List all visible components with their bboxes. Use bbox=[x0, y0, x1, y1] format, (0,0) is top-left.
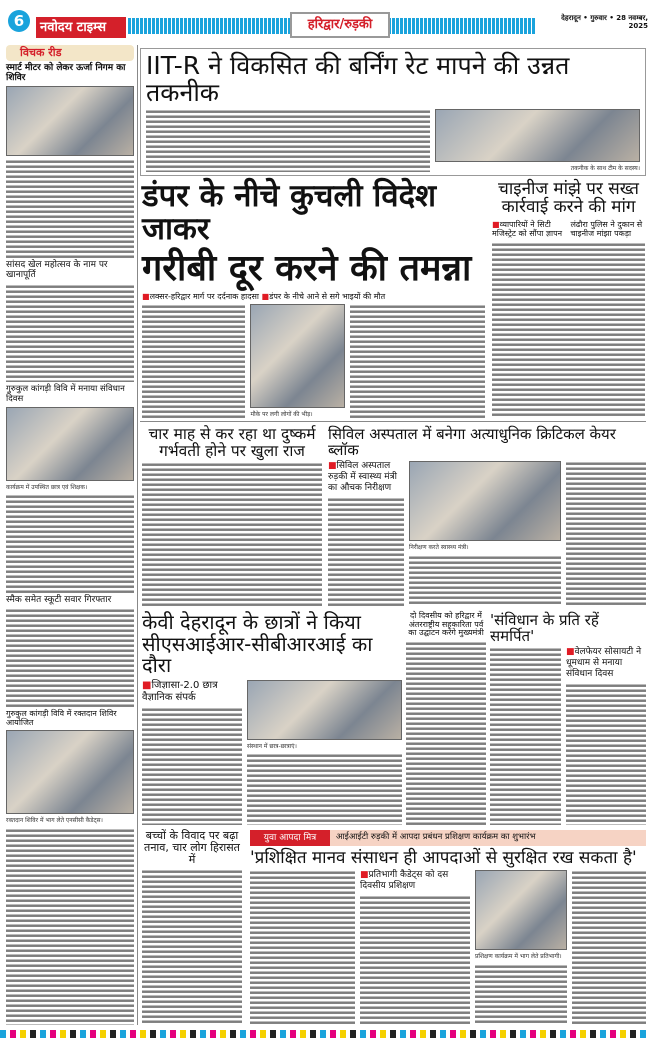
article-body bbox=[6, 828, 134, 1025]
caption: संस्थान में छात्र-छात्राएं। bbox=[247, 742, 297, 750]
article-body bbox=[247, 753, 402, 825]
article-body bbox=[142, 869, 242, 1025]
coop-headline: दो दिवसीय को हरिद्वार में अंतरराष्ट्रीय सहकारिता पर्व का उद्घाटन करेंगे मुख्यमंत्री bbox=[408, 611, 484, 638]
main-sub: ■लक्सर-हरिद्वार मार्ग पर दर्दनाक हादसा ■डंपर के नीचे आने से सगे भाइयों की मौत bbox=[142, 291, 386, 301]
left-headline-5: गुरुकुल कांगड़ी विवि में रक्तदान शिविर आयोजित bbox=[6, 709, 117, 727]
right-story bbox=[492, 180, 645, 418]
left-photo-3 bbox=[6, 407, 134, 481]
left-headline-3: गुरुकुल कांगड़ी विवि में मनाया संविधान दिवस bbox=[6, 384, 125, 404]
left-headline-2: सांसद खेल महोत्सव के नाम पर खानापूर्ति bbox=[6, 260, 108, 280]
main-photo bbox=[250, 304, 345, 407]
article-body bbox=[490, 647, 561, 825]
masthead: नवोदय टाइम्स bbox=[36, 17, 126, 38]
dispute-story bbox=[142, 830, 242, 1025]
column-divider bbox=[137, 45, 138, 1025]
coop-story bbox=[406, 612, 486, 825]
left-column bbox=[6, 45, 134, 1025]
kv-headline: केवी देहरादून के छात्रों ने किया सीएसआईआर-सीबीआरआई का दौरा bbox=[142, 610, 373, 678]
left-headline-4: स्मैक समेत स्कूटी सवार गिरफ्तार bbox=[6, 594, 112, 605]
top-story-box bbox=[140, 48, 646, 176]
crime-story bbox=[142, 426, 322, 606]
disaster-kicker: आईआईटी रुड़की में आपदा प्रबंधन प्रशिक्षण कार्यक्रम का शुभारंभ bbox=[336, 832, 536, 842]
caption: कार्यक्रम में उपस्थित छात्र एवं शिक्षक। bbox=[6, 483, 88, 491]
article-body bbox=[566, 683, 646, 825]
article-body bbox=[142, 462, 322, 606]
left-photo-1 bbox=[6, 86, 134, 156]
disaster-headline: 'प्रशिक्षित मानव संसाधन ही आपदाओं से सुरक्षित रख सकता है' bbox=[250, 848, 637, 868]
caption: रक्तदान शिविर में भाग लेते एनसीसी कैडेट्स। bbox=[6, 817, 103, 825]
hospital-story bbox=[328, 426, 646, 606]
constitution-headline: 'संविधान के प्रति रहें समर्पित' bbox=[490, 611, 599, 646]
constitution-sub: ■वेलफेयर सोसायटी ने धूमधाम से मनाया संविधान दिवस bbox=[566, 647, 642, 679]
article-body bbox=[360, 895, 470, 1025]
article-body bbox=[6, 284, 134, 383]
left-headline-1: स्मार्ट मीटर को लेकर ऊर्जा निगम का शिविर bbox=[6, 63, 126, 83]
article-body bbox=[328, 497, 404, 606]
article-body bbox=[250, 870, 355, 1025]
disaster-photo bbox=[475, 870, 567, 950]
page-number: 6 bbox=[8, 10, 30, 32]
kv-photo bbox=[247, 680, 402, 740]
left-photo-5 bbox=[6, 730, 134, 814]
article-body bbox=[6, 494, 134, 593]
right-sub: ■व्यापारियों ने सिटी मजिस्ट्रेट को सौंपा ज्ञापन bbox=[492, 219, 563, 239]
kv-story bbox=[142, 612, 402, 825]
article-body bbox=[6, 608, 134, 707]
disaster-sub: ■प्रतिभागी कैडेट्स को दस दिवसीय प्रशिक्षण bbox=[360, 870, 449, 892]
disaster-story bbox=[250, 830, 646, 1025]
kv-sub: ■जिज्ञासा-2.0 छात्र वैज्ञानिक संपर्क bbox=[142, 679, 218, 703]
dispute-headline: बच्चों के विवाद पर बढ़ा तनाव, चार लोग हिरासत में bbox=[144, 829, 240, 866]
footer-registration-marks bbox=[0, 1030, 650, 1038]
top-headline: IIT-R ने विकसित की बर्निंग रेट मापने की उन्नत तकनीक bbox=[146, 51, 570, 107]
article-body bbox=[142, 707, 242, 825]
caption: निरीक्षण करते स्वास्थ्य मंत्री। bbox=[409, 544, 469, 552]
article-body bbox=[406, 641, 486, 825]
main-headline-1: डंपर के नीचे कुचली विदेश जाकर bbox=[142, 178, 437, 248]
column-tag: विचक रीड bbox=[6, 45, 134, 61]
right-sub-2: लंढौरा पुलिस ने दुकान से चाइनीज मांझा पकड़ा bbox=[570, 219, 643, 239]
date-line: देहरादून • गुरुवार • 28 नवम्बर, 2025 bbox=[561, 14, 648, 31]
crime-headline: चार माह से कर रहा था दुष्कर्म गर्भवती होने पर खुला राज bbox=[148, 425, 316, 460]
disaster-banner bbox=[250, 830, 646, 846]
top-photo bbox=[435, 109, 640, 162]
main-story bbox=[142, 180, 485, 418]
divider bbox=[140, 421, 646, 422]
article-body bbox=[350, 304, 485, 418]
hospital-sub: ■सिविल अस्पताल रुड़की में स्वास्थ्य मंत्री का औचक निरीक्षण bbox=[328, 461, 397, 493]
article-body bbox=[566, 461, 646, 606]
article-body bbox=[572, 870, 646, 1025]
constitution-story bbox=[490, 612, 646, 825]
right-headline: चाइनीज मांझे पर सख्त कार्रवाई करने की मांग bbox=[498, 179, 639, 218]
caption: मौके पर लगी लोगों की भीड़। bbox=[250, 410, 313, 418]
article-body bbox=[475, 964, 567, 1025]
article-body bbox=[6, 159, 134, 258]
hospital-headline: सिविल अस्पताल में बनेगा अत्याधुनिक क्रिटिकल केयर ब्लॉक bbox=[328, 425, 616, 460]
hospital-photo bbox=[409, 461, 561, 541]
article-body bbox=[409, 555, 561, 606]
caption: तकनीक के साथ टीम के सदस्य। bbox=[570, 164, 640, 172]
article-body bbox=[142, 304, 245, 418]
section-tab: हरिद्वार/रुड़की bbox=[290, 12, 390, 38]
caption: प्रशिक्षण कार्यक्रम में भाग लेते प्रतिभागी। bbox=[475, 953, 562, 961]
article-body bbox=[146, 109, 430, 172]
article-body bbox=[492, 242, 645, 418]
main-headline-2: गरीबी दूर करने की तमन्ना bbox=[142, 247, 472, 289]
disaster-tag: युवा आपदा मित्र bbox=[250, 830, 330, 846]
